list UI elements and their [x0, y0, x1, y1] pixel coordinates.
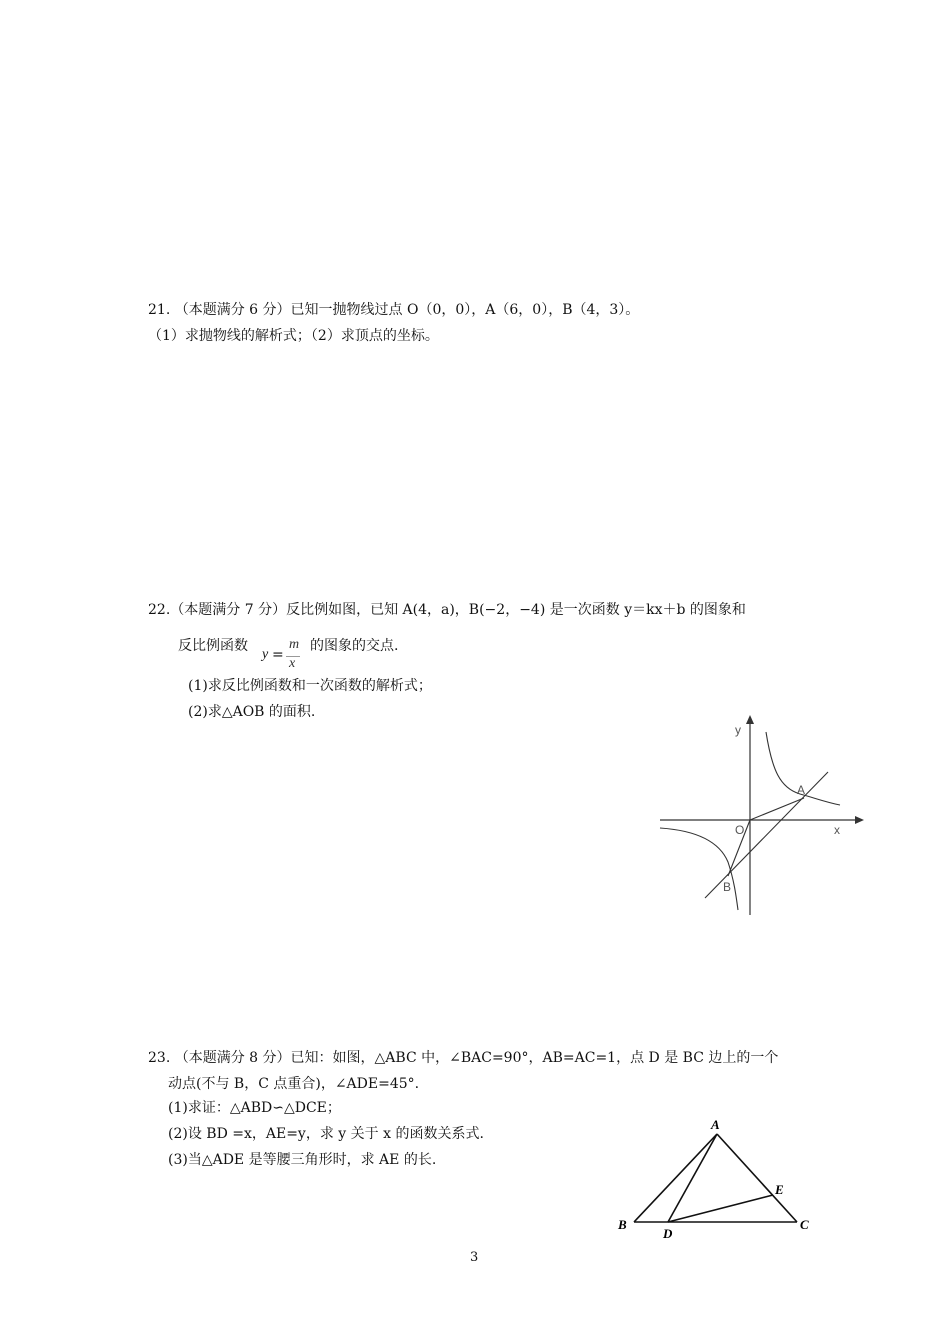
x-axis-label: x: [834, 823, 840, 837]
segment-oa: [750, 798, 804, 820]
hyperbola-lower-branch: [660, 828, 738, 910]
q23-part3: (3)当△ADE 是等腰三角形时，求 AE 的长.: [168, 1152, 437, 1168]
origin-label: O: [735, 823, 745, 837]
point-a-label: A: [797, 783, 806, 797]
q22-line1: 22.（本题满分 7 分）反比例如图，已知 A(4，a)，B(−2，−4) 是一次函数 y＝kx＋b 的图象和: [148, 602, 746, 618]
point-d-label: D: [663, 1226, 673, 1241]
page-number: 3: [470, 1250, 479, 1265]
point-b-label: B: [723, 880, 732, 894]
vertex-b-label: B: [618, 1217, 627, 1232]
q22-part2: (2)求△AOB 的面积.: [188, 704, 316, 720]
q22-part1: (1)求反比例函数和一次函数的解析式；: [188, 678, 432, 694]
q22-line2-prefix: 反比例函数: [178, 638, 248, 654]
q23-part2: (2)设 BD =x，AE=y，求 y 关于 x 的函数关系式.: [168, 1126, 484, 1142]
q23-triangle-figure: [610, 1112, 820, 1242]
vertex-c-label: C: [800, 1217, 809, 1232]
q21-line1: 21. （本题满分 6 分）已知一抛物线过点 O（0，0），A（6，0），B（4，3）。: [148, 302, 640, 318]
formula-equals: =: [272, 647, 284, 663]
segment-de: [668, 1195, 773, 1222]
inverse-function-formula: [262, 637, 300, 671]
formula-numerator: m: [289, 637, 300, 652]
formula-denominator: x: [289, 656, 296, 671]
x-axis-arrow: [855, 816, 864, 824]
q22-line2-suffix: 的图象的交点.: [310, 638, 399, 654]
q23-line1: 23. （本题满分 8 分）已知：如图，△ABC 中，∠BAC=90°，AB=AC=1，点 D 是 BC 边上的一个: [148, 1050, 779, 1066]
y-axis-arrow: [746, 715, 754, 724]
y-axis-label: y: [735, 723, 741, 737]
point-e-label: E: [775, 1182, 784, 1197]
q23-part1: (1)求证：△ABD∽△DCE；: [168, 1100, 341, 1116]
q21-line2: （1）求抛物线的解析式；（2）求顶点的坐标。: [148, 328, 439, 344]
q23-line2: 动点(不与 B，C 点重合)，∠ADE=45°.: [168, 1076, 420, 1092]
vertex-a-label: A: [711, 1117, 720, 1132]
side-ac: [717, 1134, 797, 1222]
formula-y: y: [262, 647, 269, 662]
q22-coordinate-figure: [650, 710, 870, 930]
